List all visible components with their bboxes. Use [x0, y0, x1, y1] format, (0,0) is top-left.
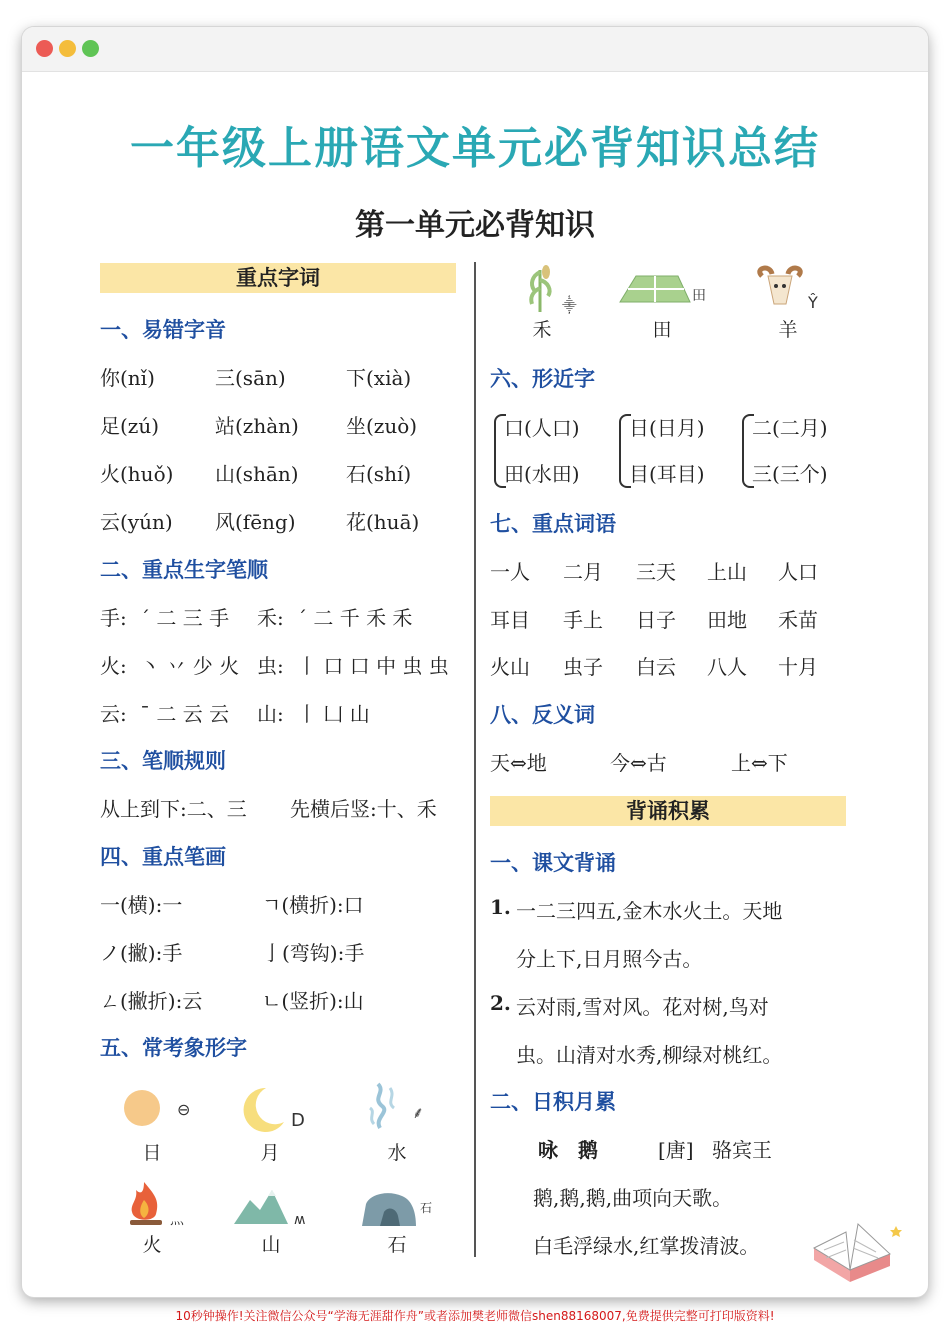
heading-daily-accumulation: 二、日积月累 [490, 1090, 616, 1114]
heading-pictographs: 五、常考象形字 [100, 1036, 247, 1060]
similar-char: 二(二月) [752, 416, 828, 440]
stroke-name: ㄥ(撇折):云 [100, 989, 203, 1013]
key-phrase: 耳目 [490, 608, 530, 632]
stroke-name: ノ(撇):手 [100, 941, 183, 965]
sun-icon [122, 1084, 192, 1134]
fire-icon [124, 1178, 194, 1230]
banner-key-words: 重点字词 [100, 263, 456, 293]
heading-similar-chars: 六、形近字 [490, 367, 595, 391]
poem-line: 鹅,鹅,鹅,曲项向天歌。 [533, 1186, 733, 1210]
pinyin-item: 站(zhàn) [215, 414, 299, 438]
pictograph-label: 水 [387, 1142, 407, 1164]
banner-recitation: 背诵积累 [490, 796, 846, 826]
pinyin-item: 坐(zuò) [346, 414, 418, 438]
stroke-rule: 从上到下:二、三 [100, 797, 247, 821]
pictograph-label: 羊 [778, 319, 798, 341]
stroke-char: 云: [100, 702, 127, 726]
pinyin-item: 山(shān) [215, 462, 299, 486]
stroke-char: 禾: [257, 606, 284, 630]
pinyin-item: 风(fēng) [215, 510, 296, 534]
heading-antonyms: 八、反义词 [490, 703, 595, 727]
stroke-char: 手: [100, 606, 127, 630]
recitation-line: 一二三四五,金木水火土。天地 [516, 899, 783, 923]
key-phrase: 日子 [636, 608, 676, 632]
antonym-pair: 上⇔下 [731, 751, 788, 775]
similar-char: 口(人口) [504, 416, 580, 440]
key-phrase: 一人 [490, 560, 530, 584]
heading-error-pinyin: 一、易错字音 [100, 318, 226, 342]
pinyin-item: 足(zú) [100, 414, 160, 438]
antonym-pair: 天⇔地 [490, 751, 547, 775]
similar-char: 田(水田) [504, 462, 580, 486]
grain-icon [512, 262, 582, 314]
stroke-sequence: ˊ 二 千 禾 禾 [297, 606, 413, 630]
similar-char: 日(日月) [629, 416, 705, 440]
heading-stroke-rules: 三、笔顺规则 [100, 749, 226, 773]
stroke-sequence: ˊ 二 三 手 [140, 606, 230, 630]
svg-text:ʍ: ʍ [294, 1212, 306, 1228]
recitation-line: 虫。山清对水秀,柳绿对桃红。 [516, 1043, 783, 1067]
pictograph-label: 禾 [532, 319, 552, 341]
recitation-line: 云对雨,雪对风。花对树,鸟对 [516, 995, 769, 1019]
svg-text:Ŷ: Ŷ [808, 293, 818, 312]
antonym-pair: 今⇔古 [610, 751, 667, 775]
stroke-sequence: ˉ 二 云 云 [140, 702, 230, 726]
key-phrase: 十月 [778, 655, 818, 679]
svg-text:灬: 灬 [170, 1212, 184, 1228]
similar-char: 目(耳目) [629, 462, 705, 486]
stroke-char: 火: [100, 654, 127, 678]
stroke-char: 虫: [257, 654, 284, 678]
key-phrase: 白云 [636, 655, 676, 679]
pinyin-item: 花(huā) [346, 510, 420, 534]
pictograph-label: 日 [142, 1142, 162, 1164]
paragraph-number: 1. [490, 895, 511, 919]
svg-text:⸎: ⸎ [562, 298, 577, 314]
pinyin-item: 云(yún) [100, 510, 173, 534]
key-phrase: 三天 [636, 560, 676, 584]
pictograph-label: 田 [652, 319, 672, 341]
heading-stroke-order: 二、重点生字笔顺 [100, 558, 268, 582]
stroke-name: ㄴ(竖折):山 [262, 989, 364, 1013]
recitation-line: 分上下,日月照今古。 [516, 947, 703, 971]
page-title: 一年级上册语文单元必背知识总结 [130, 123, 820, 174]
key-phrase: 二月 [563, 560, 603, 584]
svg-text:D: D [291, 1110, 305, 1131]
key-phrase: 手上 [563, 608, 603, 632]
pinyin-item: 三(sān) [215, 366, 286, 390]
stroke-name: 亅(弯钩):手 [262, 941, 365, 965]
pictograph-label: 月 [260, 1142, 280, 1164]
stroke-sequence: 丶 丷 少 火 [140, 654, 240, 678]
key-phrase: 八人 [707, 655, 747, 679]
svg-text:⸙: ⸙ [412, 1103, 425, 1122]
stroke-char: 山: [257, 702, 284, 726]
key-phrase: 上山 [707, 560, 747, 584]
close-window-button[interactable] [36, 40, 53, 57]
key-phrase: 禾苗 [778, 608, 818, 632]
similar-char: 三(三个) [752, 462, 828, 486]
pinyin-item: 火(huǒ) [100, 462, 174, 486]
poem-dynasty: [唐] [658, 1138, 694, 1162]
heading-key-strokes: 四、重点笔画 [100, 845, 226, 869]
stone-icon [358, 1186, 438, 1230]
key-phrase: 火山 [490, 655, 530, 679]
stroke-rule: 先横后竖:十、禾 [290, 797, 437, 821]
column-divider [474, 262, 476, 1257]
field-icon [618, 272, 710, 308]
minimize-window-button[interactable] [59, 40, 76, 57]
promo-footer: 10秒钟操作!关注微信公众号“学海无涯甜作舟”或者添加樊老师微信shen88168007,免费提供完整可打印版资料! [175, 1309, 775, 1323]
heading-key-phrases: 七、重点词语 [490, 512, 616, 536]
key-phrase: 田地 [707, 608, 747, 632]
svg-text:田: 田 [692, 288, 706, 304]
pinyin-item: 石(shí) [346, 462, 412, 486]
paragraph-number: 2. [490, 991, 511, 1015]
pinyin-item: 下(xià) [346, 366, 412, 390]
water-icon [364, 1078, 434, 1134]
key-phrase: 虫子 [563, 655, 603, 679]
poem-line: 白毛浮绿水,红掌拨清波。 [533, 1234, 760, 1258]
stroke-sequence: 丨 凵 山 [297, 702, 370, 726]
svg-text:⊖: ⊖ [177, 1100, 191, 1119]
stroke-name: ㄱ(横折):口 [262, 893, 364, 917]
open-book-icon [806, 1218, 906, 1284]
page-subtitle: 第一单元必背知识 [355, 208, 595, 243]
sheep-icon [752, 264, 832, 316]
pinyin-item: 你(nǐ) [100, 366, 155, 390]
pictograph-label: 石 [387, 1234, 407, 1256]
pictograph-label: 火 [142, 1234, 162, 1256]
stroke-sequence: 丨 口 口 中 虫 虫 [297, 654, 449, 678]
pictograph-label: 山 [261, 1234, 281, 1256]
poem-author: 骆宾王 [712, 1138, 772, 1162]
mountain-icon [232, 1184, 316, 1230]
poem-title: 咏 鹅 [538, 1138, 598, 1162]
maximize-window-button[interactable] [82, 40, 99, 57]
key-phrase: 人口 [778, 560, 818, 584]
stroke-name: 一(横):一 [100, 893, 183, 917]
svg-text:石: 石 [420, 1201, 433, 1215]
window-titlebar [22, 27, 928, 72]
heading-text-recitation: 一、课文背诵 [490, 851, 616, 875]
moon-icon [236, 1082, 316, 1134]
